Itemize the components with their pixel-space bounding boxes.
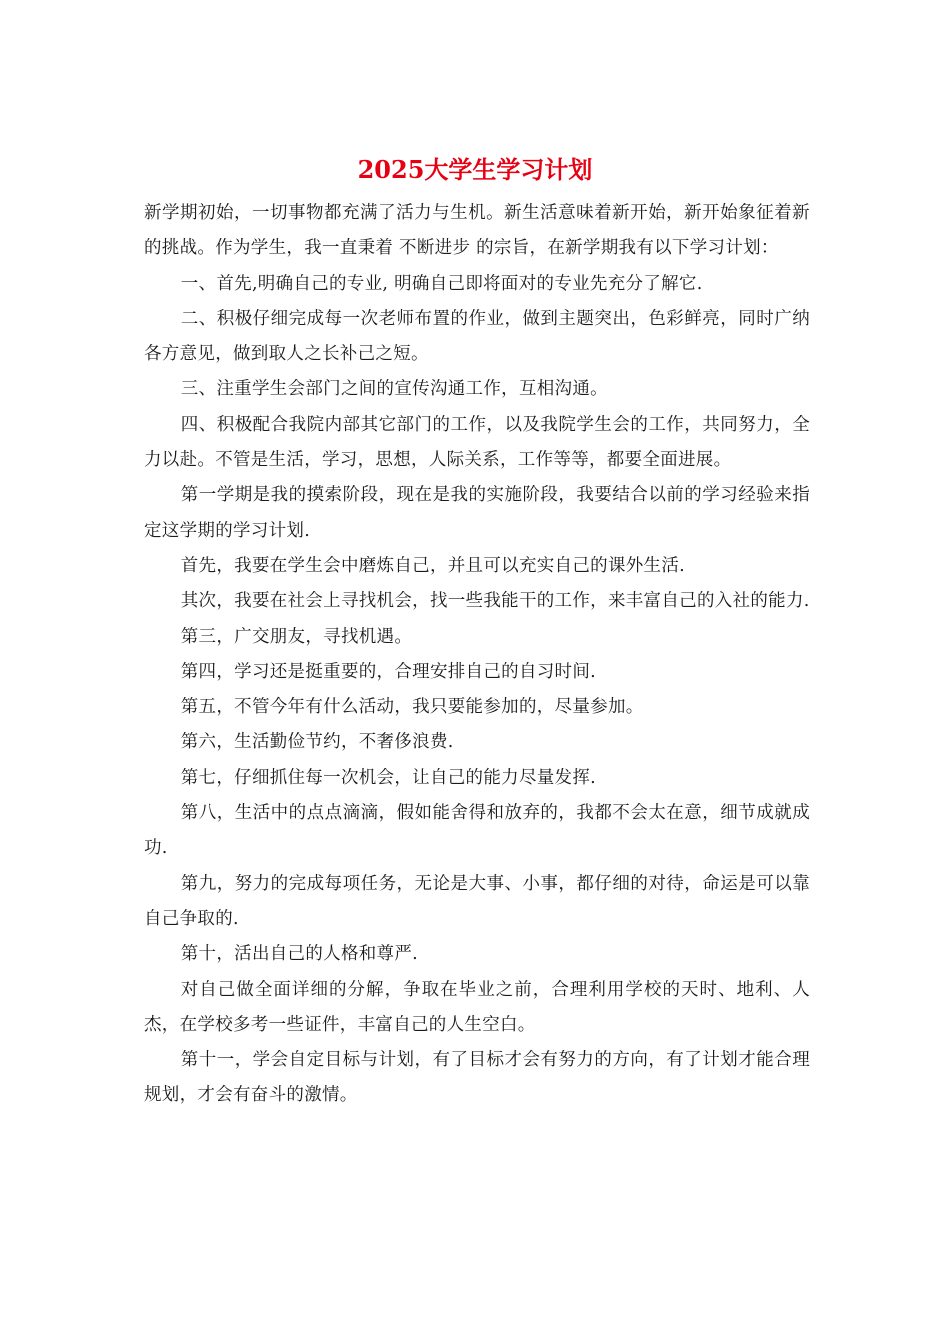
paragraph: 四、积极配合我院内部其它部门的工作，以及我院学生会的工作，共同努力，全力以赴。不管是生活，学习，思想，人际关系，工作等等，都要全面进展。 [144, 414, 810, 471]
paragraph: 第十一，学会自定目标与计划，有了目标才会有努力的方向，有了计划才能合理规划，才会有奋斗的激情。 [144, 1050, 810, 1106]
paragraph: 其次，我要在社会上寻找机会，找一些我能干的工作，来丰富自己的入社的能力. [180, 591, 810, 612]
paragraph: 第十，活出自己的人格和尊严. [180, 944, 419, 965]
paragraph: 第一学期是我的摸索阶段，现在是我的实施阶段，我要结合以前的学习经验来指定这学期的学习计划. [144, 485, 810, 541]
document-title: 2025大学生学习计划 [357, 155, 593, 184]
document-body [144, 196, 810, 1114]
paragraph: 第七，仔细抓住每一次机会，让自己的能力尽量发挥. [180, 767, 597, 788]
paragraph: 第八，生活中的点点滴滴，假如能舍得和放弃的，我都不会太在意，细节成就成功. [144, 803, 810, 859]
paragraph: 一、首先,明确自己的专业, 明确自己即将面对的专业先充分了解它. [180, 273, 703, 294]
paragraph: 二、积极仔细完成每一次老师布置的作业，做到主题突出，色彩鲜亮，同时广纳各方意见，做到取人之长补己之短。 [144, 308, 810, 365]
paragraph: 新学期初始，一切事物都充满了活力与生机。新生活意味着新开始，新开始象征着新的挑战。作为学生，我一直秉着 不断进步 的宗旨，在新学期我有以下学习计划： [144, 203, 810, 259]
paragraph: 第九，努力的完成每项任务，无论是大事、小事，都仔细的对待，命运是可以靠自己争取的. [144, 873, 810, 929]
paragraph: 第五，不管今年有什么活动，我只要能参加的，尽量参加。 [180, 697, 644, 718]
paragraph: 第四，学习还是挺重要的，合理安排自己的自习时间. [180, 661, 597, 682]
paragraph: 第六，生活勤俭节约，不奢侈浪费. [180, 732, 454, 753]
paragraph: 第三，广交朋友，寻找机遇。 [180, 626, 413, 647]
paragraph: 对自己做全面详细的分解，争取在毕业之前，合理利用学校的天时、地利、人杰，在学校多考一些证件，丰富自己的人生空白。 [144, 979, 810, 1035]
paragraph: 首先，我要在学生会中磨炼自己，并且可以充实自己的课外生活. [180, 555, 686, 576]
paragraph: 三、注重学生会部门之间的宣传沟通工作，互相沟通。 [180, 379, 608, 400]
